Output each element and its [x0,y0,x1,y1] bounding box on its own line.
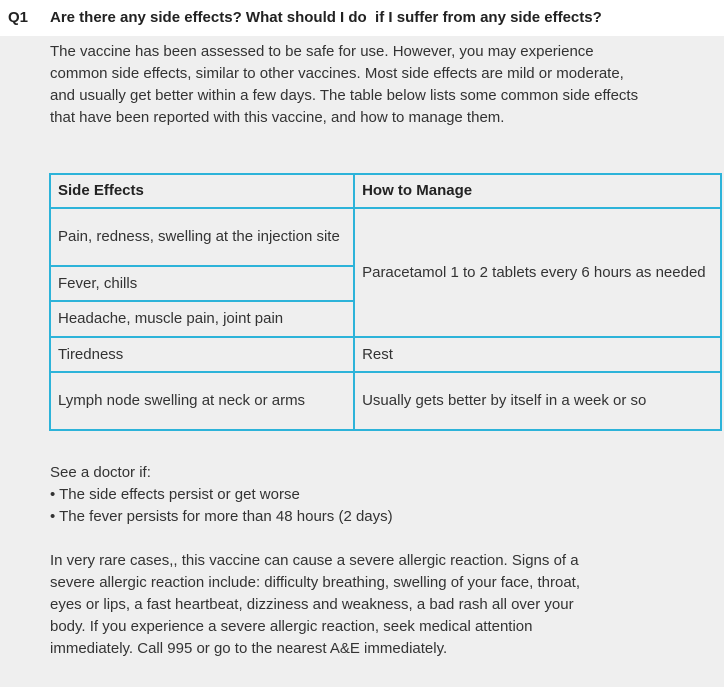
rare-cases-section [50,550,595,660]
question-header[interactable] [0,0,724,36]
side-effect-cell: Pain, redness, swelling at the injection site [50,208,354,266]
table-row [50,372,721,430]
header-how-to-manage: How to Manage [354,174,721,208]
rare-cases-paragraph: In very rare cases,, this vaccine can cause a severe allergic reaction. Signs of a severe allergic reaction include: difficulty breathing, swelling of your face, throat, eyes or lips, a fast heartbeat, dizziness and weakness, a bad rash all over your body. If you experience a severe allergic reaction, seek medical attention immediately. Call 995 or go to the nearest A&E immediately. [50,552,581,657]
table-header-row [50,174,721,208]
table-row [50,337,721,372]
answer-intro [50,41,650,129]
table-row [50,208,721,266]
manage-cell: Rest [354,337,721,372]
question-title: Are there any side effects? What should I do if I suffer from any side effects? [50,9,602,26]
side-effect-cell: Fever, chills [50,266,354,301]
side-effect-cell: Tiredness [50,337,354,372]
side-effects-table [49,173,722,431]
side-effect-cell: Lymph node swelling at neck or arms [50,372,354,430]
manage-cell: Paracetamol 1 to 2 tablets every 6 hours as needed [354,208,721,337]
see-doctor-item: • The fever persists for more than 48 hours (2 days) [50,508,393,525]
see-doctor-section [50,462,393,528]
side-effect-cell: Headache, muscle pain, joint pain [50,301,354,337]
manage-cell: Usually gets better by itself in a week or so [354,372,721,430]
header-side-effects: Side Effects [50,174,354,208]
see-doctor-item: • The side effects persist or get worse [50,486,300,503]
question-number: Q1 [8,9,29,26]
see-doctor-heading: See a doctor if: [50,464,151,481]
intro-paragraph: The vaccine has been assessed to be safe for use. However, you may experience common side effects, similar to other vaccines. Most side effects are mild or moderate, and usually get better within a few days. The table below lists some common side effects that have been reported with this vaccine, and how to manage them. [50,43,639,126]
